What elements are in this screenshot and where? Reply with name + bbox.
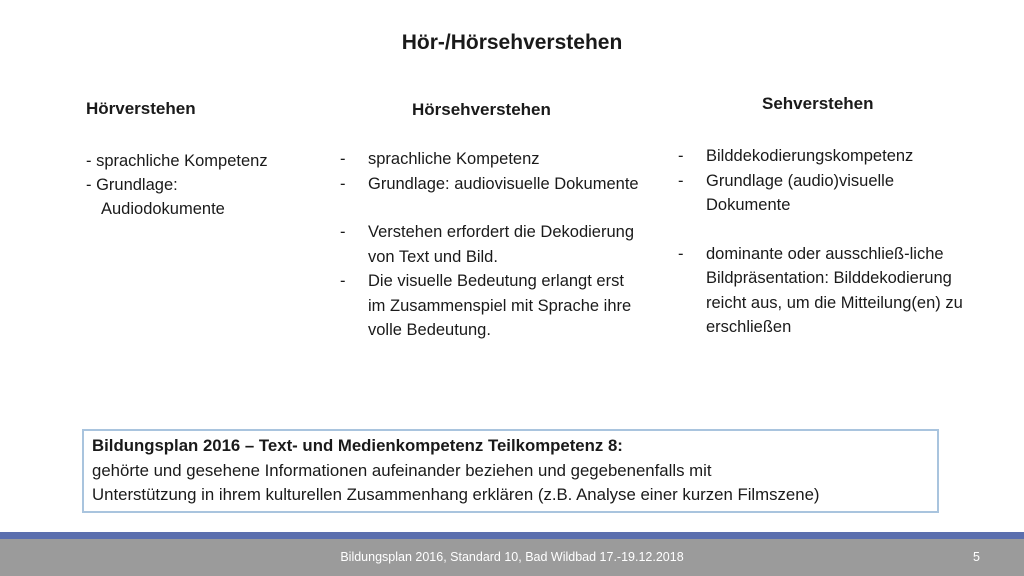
- box-heading: Bildungsplan 2016 – Text- und Medienkompetenz Teilkompetenz 8:: [92, 436, 623, 455]
- box-text-line: gehörte und gesehene Informationen aufeinander beziehen und gegebenenfalls mit: [92, 460, 712, 480]
- column-hoerverstehen-list: [86, 149, 268, 221]
- list-item: - Grundlage (audio)visuelle Dokumente: [678, 171, 895, 214]
- column-hoersehverstehen-list: [340, 147, 640, 343]
- column-title-sehverstehen: Sehverstehen: [762, 94, 874, 113]
- list-item: - Grundlage:: [86, 176, 178, 194]
- bildungsplan-box: [82, 429, 939, 513]
- list-item: - Verstehen erfordert die Dekodierung von Text und Bild.: [340, 223, 634, 266]
- box-text-line: Unterstützung in ihrem kulturellen Zusammenhang erklären (z.B. Analyse einer kurzen Filmszene): [92, 485, 820, 504]
- column-title-hoersehverstehen: Hörsehverstehen: [412, 100, 551, 119]
- page-number: 5: [973, 550, 980, 564]
- column-sehverstehen-list: [678, 144, 963, 340]
- list-item: - Bilddekodierungskompetenz: [678, 147, 914, 165]
- footer-text: Bildungsplan 2016, Standard 10, Bad Wildbad 17.-19.12.2018: [340, 550, 684, 564]
- footer-accent-bar: [0, 532, 1024, 539]
- list-item: - sprachliche Kompetenz: [86, 152, 268, 170]
- list-item: Audiodokumente: [101, 200, 225, 218]
- slide-title: Hör-/Hörsehverstehen: [401, 31, 623, 54]
- footer: [0, 539, 1024, 576]
- column-title-hoerverstehen: Hörverstehen: [86, 99, 196, 118]
- list-item: - dominante oder ausschließ-liche Bildpräsentation: Bilddekodierung reicht aus, um die Mitteilung(en) zu erschließen: [678, 244, 963, 336]
- list-item: - Die visuelle Bedeutung erlangt erst im Zusammenspiel mit Sprache ihre volle Bedeutung.: [340, 272, 632, 339]
- list-item: - sprachliche Kompetenz: [340, 150, 540, 168]
- list-item: - Grundlage: audiovisuelle Dokumente: [340, 174, 639, 193]
